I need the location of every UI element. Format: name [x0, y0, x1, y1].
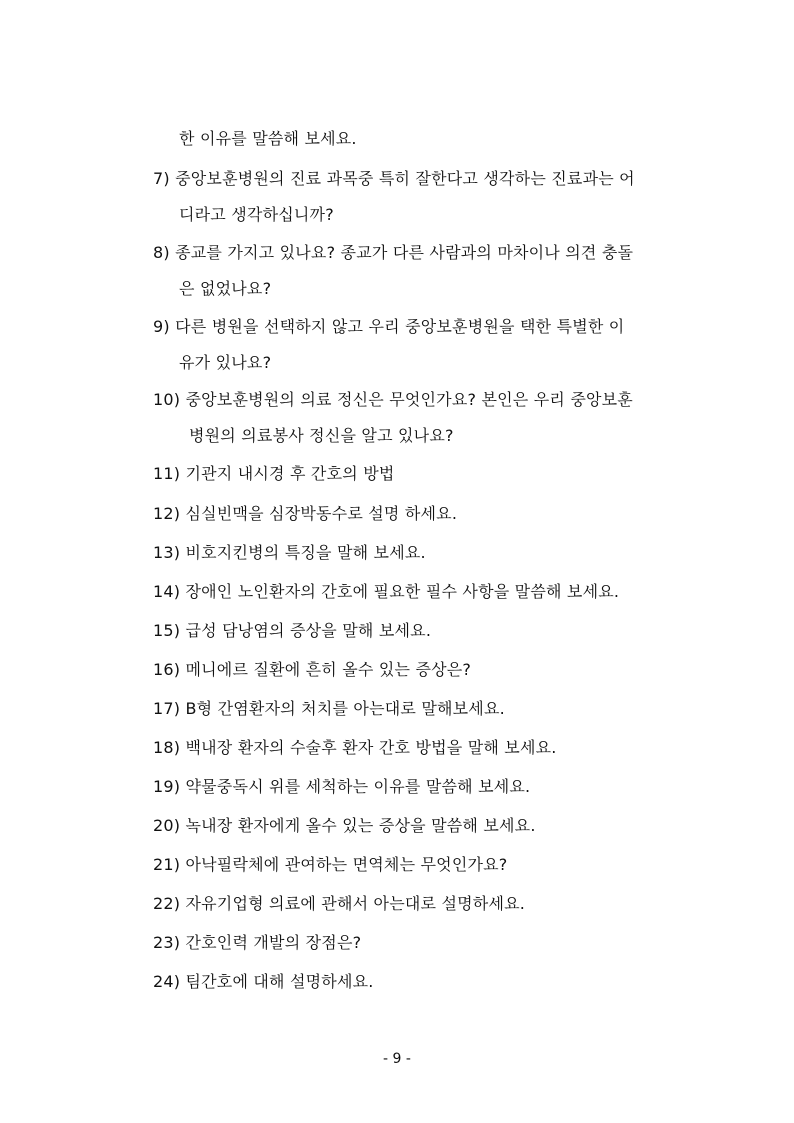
question-23: 23) 간호인력 개발의 장점은?	[153, 933, 362, 952]
question-14: 14) 장애인 노인환자의 간호에 필요한 필수 사항을 말씀해 보세요.	[153, 582, 620, 601]
question-22: 22) 자유기업형 의료에 관해서 아는대로 설명하세요.	[153, 894, 526, 913]
question-20: 20) 녹내장 환자에게 올수 있는 증상을 말씀해 보세요.	[153, 816, 536, 835]
question-16: 16) 메니에르 질환에 흔히 올수 있는 증상은?	[153, 660, 472, 679]
question-7-line-1: 7) 중앙보훈병원의 진료 과목중 특히 잘한다고 생각하는 진료과는 어	[153, 169, 635, 188]
question-11: 11) 기관지 내시경 후 간호의 방법	[153, 464, 395, 483]
question-19: 19) 약물중독시 위를 세척하는 이유를 말씀해 보세요.	[153, 777, 531, 796]
question-6-continuation: 한 이유를 말씀해 보세요.	[179, 129, 357, 148]
question-9-line-1: 9) 다른 병원을 선택하지 않고 우리 중앙보훈병원을 택한 특별한 이	[153, 317, 625, 336]
page-number: - 9 -	[383, 1051, 411, 1067]
question-12: 12) 심실빈맥을 심장박동수로 설명 하세요.	[153, 504, 458, 523]
question-15: 15) 급성 담낭염의 증상을 말해 보세요.	[153, 621, 432, 640]
question-9-line-2: 유가 있나요?	[179, 353, 272, 372]
question-8-line-1: 8) 종교를 가지고 있나요? 종교가 다른 사람과의 마차이나 의견 충돌	[153, 243, 634, 262]
question-7-line-2: 디라고 생각하십니까?	[179, 205, 334, 224]
question-10-line-1: 10) 중앙보훈병원의 의료 정신은 무엇인가요? 본인은 우리 중앙보훈	[153, 390, 633, 409]
question-24: 24) 팀간호에 대해 설명하세요.	[153, 972, 374, 991]
question-21: 21) 아낙필락체에 관여하는 면역체는 무엇인가요?	[153, 855, 508, 874]
question-8-line-2: 은 없었나요?	[179, 279, 272, 298]
question-13: 13) 비호지킨병의 특징을 말해 보세요.	[153, 543, 426, 562]
question-18: 18) 백내장 환자의 수술후 환자 간호 방법을 말해 보세요.	[153, 738, 557, 757]
question-10-line-2: 병원의 의료봉사 정신을 알고 있나요?	[189, 426, 454, 445]
question-17: 17) B형 간염환자의 처치를 아는대로 말해보세요.	[153, 699, 505, 718]
